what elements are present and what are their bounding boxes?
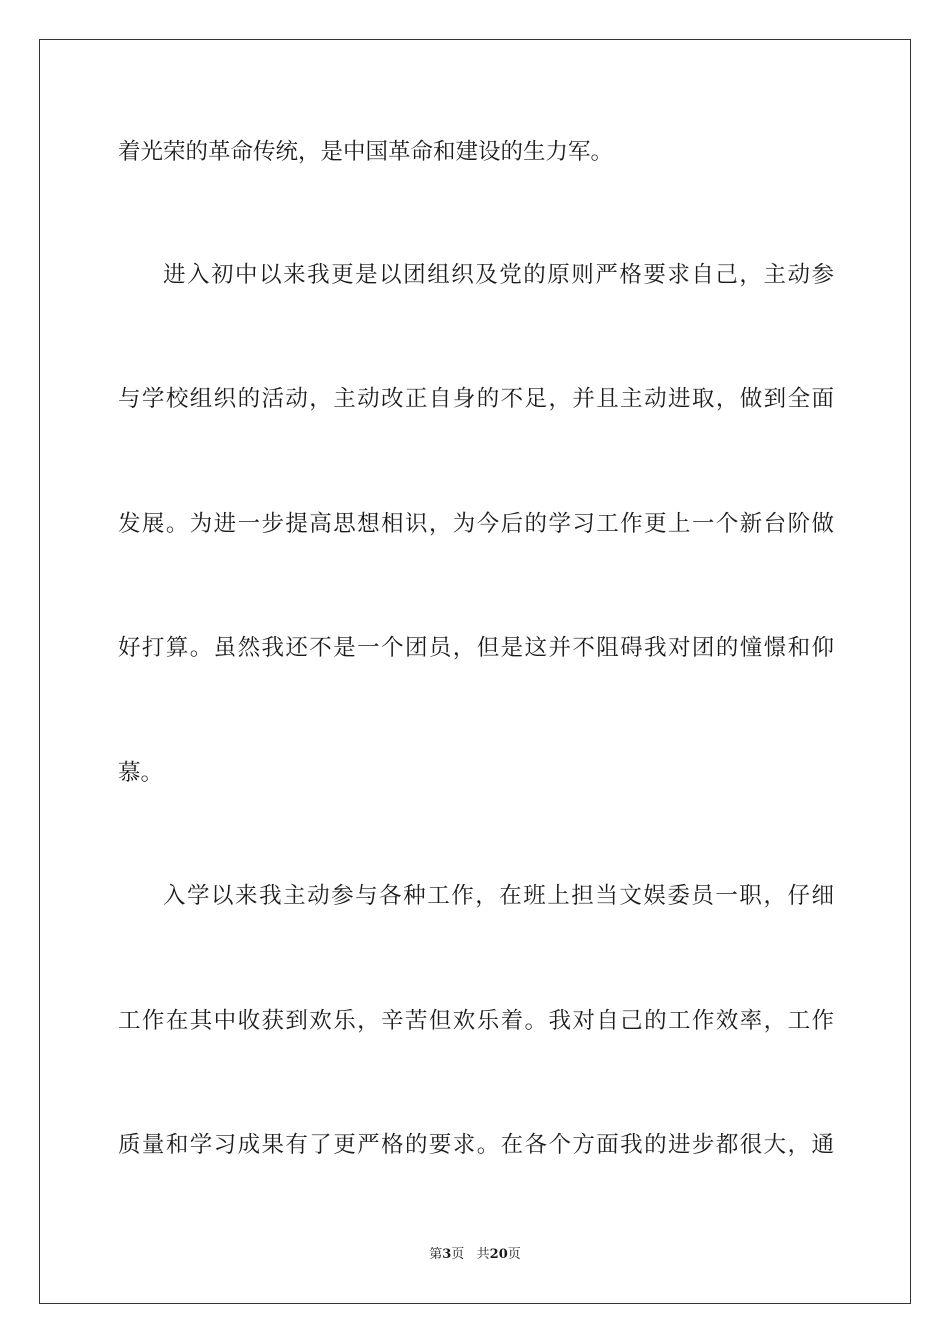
footer-prefix: 第 <box>429 1247 443 1262</box>
page-footer <box>0 1246 950 1264</box>
text-line-9: 质量和学习成果有了更严格的要求。在各个方面我的进步都很大，通 <box>118 1132 834 1158</box>
text-line-6: 慕。 <box>118 760 164 786</box>
footer-total-pages: 20 <box>489 1247 508 1262</box>
text-line-4: 发展。为进一步提高思想相识，为今后的学习工作更上一个新台阶做 <box>118 511 834 537</box>
footer-current-page: 3 <box>442 1247 452 1262</box>
text-line-1: 着光荣的革命传统，是中国革命和建设的生力军。 <box>118 139 614 165</box>
text-line-2: 进入初中以来我更是以团组织及党的原则严格要求自己，主动参 <box>163 262 834 288</box>
page-frame <box>39 39 911 1304</box>
footer-suffix: 页 <box>507 1247 521 1262</box>
footer-middle: 页 共 <box>451 1247 490 1262</box>
text-line-8: 工作在其中收获到欢乐，辛苦但欢乐着。我对自己的工作效率，工作 <box>118 1008 834 1034</box>
text-line-3: 与学校组织的活动，主动改正自身的不足，并且主动进取，做到全面 <box>118 386 834 412</box>
text-line-7: 入学以来我主动参与各种工作，在班上担当文娱委员一职，仔细 <box>163 883 834 909</box>
text-line-5: 好打算。虽然我还不是一个团员，但是这并不阻碍我对团的憧憬和仰 <box>118 635 834 661</box>
